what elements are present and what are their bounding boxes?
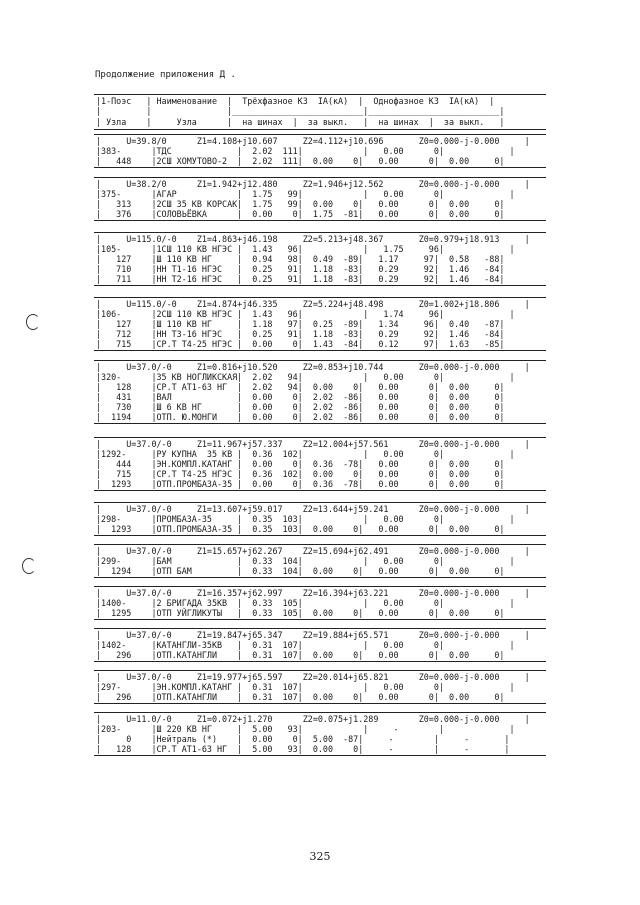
node-data-row: |375- |АГАР | 1.75 99| | 0.00 0| | (96, 189, 515, 199)
section-parameter-row: | U=37.0/-0 Z1=19.977+j65.597 Z2=20.014+j65.821 Z0=0.000-j-0.000 | (96, 672, 530, 682)
section-bottom-rule (94, 350, 546, 351)
node-data-row: | 296 |ОТП.КАТАНГЛИ | 0.31 107| 0.00 0| 0.00 0| 0.00 0| (96, 650, 505, 660)
section-parameter-row: | U=37.0/-0 Z1=11.967+j57.337 Z2=12.004+j57.561 Z0=0.000-j-0.000 | (96, 439, 530, 449)
section-top-rule (94, 360, 546, 361)
node-data-row: | 715 |СР.Т Т4-25 НГЭС | 0.00 0| 1.43 -84| 0.12 97| 1.63 -85| (96, 339, 505, 349)
node-data-row: |383- |ТДС | 2.02 111| | 0.00 0| | (96, 146, 515, 156)
node-data-row: | 730 |Ш 6 КВ НГ | 0.00 0| 2.02 -86| 0.00 0| 0.00 0| (96, 402, 505, 412)
node-data-row: |1402- |КАТАНГЛИ-35КВ | 0.31 107| | 0.00 0| | (96, 640, 515, 650)
page-number: 325 (309, 850, 331, 863)
section-parameter-row: | U=37.0/-0 Z1=13.607+j59.017 Z2=13.644+j59.241 Z0=0.000-j-0.000 | (96, 504, 530, 514)
node-data-row: | 127 |Ш 110 КВ НГ | 0.94 98| 0.49 -89| 1.17 97| 0.58 -88| (96, 254, 505, 264)
node-data-row: |1400- |2 БРИГАДА 35КВ | 0.33 105| | 0.00 0| | (96, 598, 515, 608)
section-top-rule (94, 437, 546, 438)
node-data-row: | 1194 |ОТП. Ю.МОНГИ | 0.00 0| 2.02 -86| 0.00 0| 0.00 0| (96, 412, 505, 422)
header-row-2: | | |__________________________|__________________________| (96, 106, 505, 116)
node-data-row: | 431 |ВАЛ | 0.00 0| 2.02 -86| 0.00 0| 0.00 0| (96, 392, 505, 402)
section-bottom-rule (94, 577, 546, 578)
section-parameter-row: | U=37.0/-0 Z1=16.357+j62.997 Z2=16.394+j63.221 Z0=0.000-j-0.000 | (96, 588, 530, 598)
header-row-1: |1-Поэс | Наименование | Трёхфазное КЗ IA(кА) | Однофазное КЗ IA(кА) | (96, 96, 495, 106)
node-data-row: |106- |2СШ 110 КВ НГЭС | 1.43 96| | 1.74 96| | (96, 309, 515, 319)
node-data-row: | 710 |НН Т1-16 НГЭС | 0.25 91| 1.18 -83| 0.29 92| 1.46 -84| (96, 264, 505, 274)
section-top-rule (94, 586, 546, 587)
section-bottom-rule (94, 661, 546, 662)
section-bottom-rule (94, 167, 546, 168)
section-parameter-row: | U=115.0/-0 Z1=4.874+j46.335 Z2=5.224+j48.498 Z0=1.002+j18.806 | (96, 299, 530, 309)
node-data-row: | 444 |ЭН.КОМПЛ.КАТАНГ | 0.00 0| 0.36 -78| 0.00 0| 0.00 0| (96, 459, 505, 469)
node-data-row: | 313 |2СШ 35 КВ КОРСАК| 1.75 99| 0.00 0| 0.00 0| 0.00 0| (96, 199, 505, 209)
section-top-rule (94, 502, 546, 503)
node-data-row: | 711 |НН Т2-16 НГЭС | 0.25 91| 1.18 -83| 0.29 92| 1.46 -84| (96, 274, 505, 284)
section-parameter-row: | U=115.0/-0 Z1=4.863+j46.198 Z2=5.213+j48.367 Z0=0.979+j18.913 | (96, 234, 530, 244)
node-data-row: | 1293 |ОТП.ПРОМБАЗА-35 | 0.00 0| 0.36 -78| 0.00 0| 0.00 0| (96, 479, 505, 489)
section-parameter-row: | U=37.0/-0 Z1=0.816+j10.520 Z2=0.853+j10.744 Z0=0.000-j-0.000 | (96, 362, 530, 372)
section-top-rule (94, 297, 546, 298)
section-parameter-row: | U=11.0/-0 Z1=0.072+j1.270 Z2=0.075+j1.289 Z0=0.000-j-0.000 | (96, 714, 530, 724)
node-data-row: |298- |ПРОМБАЗА-35 | 0.35 103| | 0.00 0| | (96, 514, 515, 524)
section-bottom-rule (94, 220, 546, 221)
section-parameter-row: | U=37.0/-0 Z1=19.847+j65.347 Z2=19.884+j65.571 Z0=0.000-j-0.000 | (96, 630, 530, 640)
section-bottom-rule (94, 423, 546, 424)
section-bottom-rule (94, 755, 546, 756)
node-data-row: | 376 |СОЛОВЬЁВКА | 0.00 0| 1.75 -81| 0.00 0| 0.00 0| (96, 209, 505, 219)
continuation-heading: Продолжение приложения Д . (95, 70, 236, 80)
node-data-row: |297- |ЭН.КОМПЛ.КАТАНГ | 0.31 107| | 0.00 0| | (96, 682, 515, 692)
node-data-row: | 1293 |ОТП.ПРОМБАЗА-35 | 0.35 103| 0.00 0| 0.00 0| 0.00 0| (96, 524, 505, 534)
section-top-rule (94, 670, 546, 671)
node-data-row: | 1295 |ОТП УЙГЛИКУТЫ | 0.33 105| 0.00 0| 0.00 0| 0.00 0| (96, 608, 505, 618)
section-top-rule (94, 712, 546, 713)
header-row-3: | Узла | Узла | на шинах | за выкл. | на шинах | за выкл. | (96, 117, 505, 127)
node-data-row: | 1294 |ОТП БАМ | 0.33 104| 0.00 0| 0.00 0| 0.00 0| (96, 566, 505, 576)
section-bottom-rule (94, 535, 546, 536)
node-data-row: |299- |БАМ | 0.33 104| | 0.00 0| | (96, 556, 515, 566)
section-bottom-rule (94, 703, 546, 704)
section-bottom-rule (94, 285, 546, 286)
section-top-rule (94, 134, 546, 135)
node-data-row: | 712 |НН Т3-16 НГЭС | 0.25 91| 1.18 -83| 0.29 92| 1.46 -84| (96, 329, 505, 339)
section-top-rule (94, 232, 546, 233)
node-data-row: |320- |35 КВ НОГЛИКСКАЯ| 2.02 94| | 0.00 0| | (96, 372, 515, 382)
node-data-row: | 715 |СР.Т Т4-25 НГЭС | 0.36 102| 0.00 0| 0.00 0| 0.00 0| (96, 469, 505, 479)
node-data-row: | 127 |Ш 110 КВ НГ | 1.18 97| 0.25 -89| 1.34 96| 0.40 -87| (96, 319, 505, 329)
node-data-row: | 448 |2СШ ХОМУТОВО-2 | 2.02 111| 0.00 0| 0.00 0| 0.00 0| (96, 156, 505, 166)
node-data-row: | 128 |СР.Т АТ1-63 НГ | 2.02 94| 0.00 0| 0.00 0| 0.00 0| (96, 382, 505, 392)
header-bottom-rule (94, 129, 546, 130)
node-data-row: | 296 |ОТП.КАТАНГЛИ | 0.31 107| 0.00 0| 0.00 0| 0.00 0| (96, 692, 505, 702)
node-data-row: | 128 |СР.Т АТ1-63 НГ | 5.00 93| 0.00 0| - | - | (96, 744, 510, 754)
section-bottom-rule (94, 619, 546, 620)
section-parameter-row: | U=38.2/0 Z1=1.942+j12.480 Z2=1.946+j12.562 Z0=0.000-j-0.000 | (96, 179, 530, 189)
section-top-rule (94, 628, 546, 629)
binder-hole-mark-upper (26, 314, 40, 330)
section-parameter-row: | U=37.0/-0 Z1=15.657+j62.267 Z2=15.694+j62.491 Z0=0.000-j-0.000 | (96, 546, 530, 556)
node-data-row: |1292- |РУ КУПНА 35 КВ | 0.36 102| | 0.00 0| | (96, 449, 515, 459)
node-data-row: |105- |1СШ 110 КВ НГЭС | 1.43 96| | 1.75 96| | (96, 244, 515, 254)
binder-hole-mark-lower (22, 558, 36, 574)
section-parameter-row: | U=39.8/0 Z1=4.108+j10.607 Z2=4.112+j10.696 Z0=0.000-j-0.000 | (96, 136, 530, 146)
short-circuit-report-table (92, 92, 552, 752)
section-top-rule (94, 544, 546, 545)
section-top-rule (94, 177, 546, 178)
section-bottom-rule (94, 490, 546, 491)
header-top-rule (94, 94, 546, 95)
node-data-row: | 0 |Нейтраль (*) | 0.00 0| 5.00 -87| - | - | (96, 734, 510, 744)
node-data-row: |203- |Ш 220 КВ НГ | 5.00 93| | - | | (96, 724, 515, 734)
